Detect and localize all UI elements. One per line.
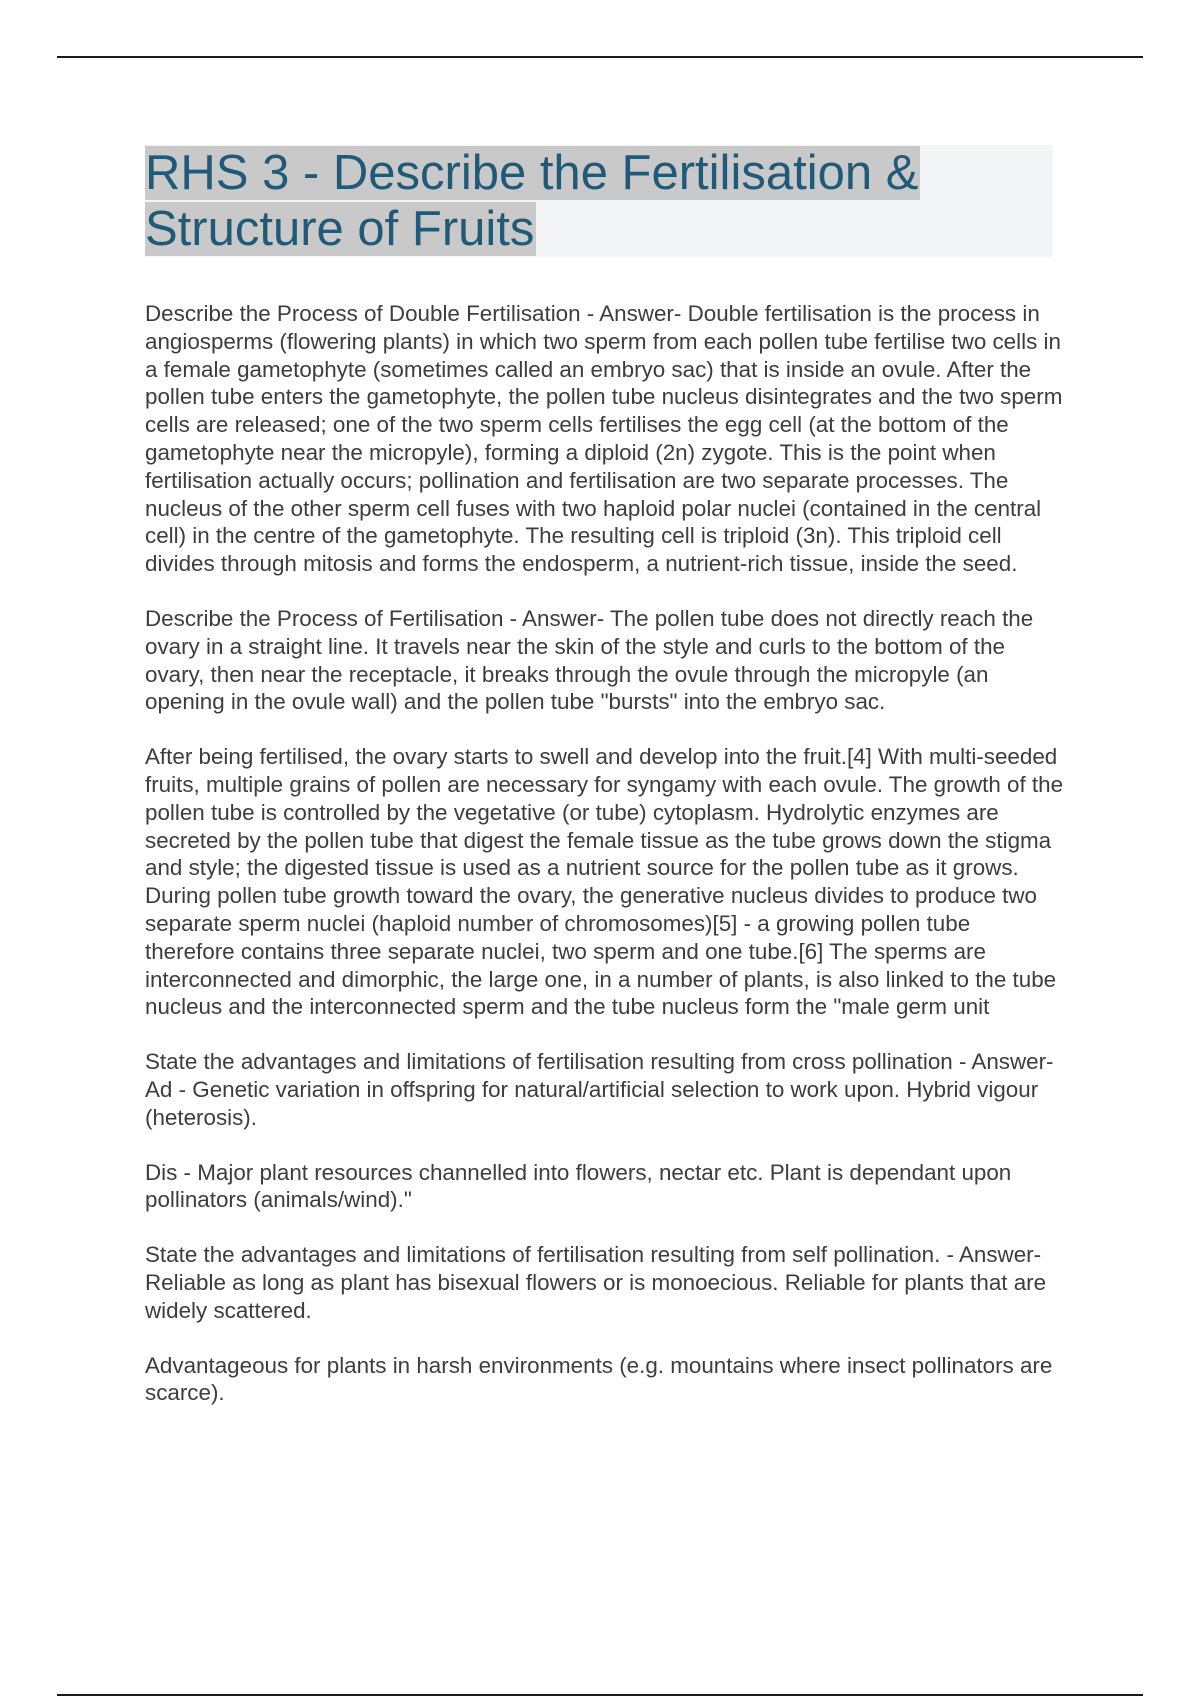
paragraph-self-pollination-advantage: Advantageous for plants in harsh environments (e.g. mountains where insect pollinators are scarce). [145,1352,1053,1406]
title-line-1: RHS 3 - Describe the Fertilisation & [145,146,919,200]
paragraph-fertilisation-process: Describe the Process of Fertilisation - Answer- The pollen tube does not directly reach the ovary in a straight line. It travels near the skin of the style and curls to the bottom of the ovary, then near the receptacle, it breaks through the ovule through the micropyle (an opening in the ovule wall) and the pollen tube "bursts" into the embryo sac. [145,605,1034,715]
page-title [145,145,1053,257]
paragraph-double-fertilisation: Describe the Process of Double Fertilisation - Answer- Double fertilisation is the process in angiosperms (flowering plants) in which two sperm from each pollen tube fertilise two cells in a female gametophyte (sometimes called an embryo sac) that is inside an ovule. After the pollen tube enters the gametophyte, the pollen tube nucleus disintegrates and the two sperm cells are released; one of the two sperm cells fertilises the egg cell (at the bottom of the gametophyte near the micropyle), forming a diploid (2n) zygote. This is the point when fertilisation actually occurs; pollination and fertilisation are two separate processes. The nucleus of the other sperm cell fuses with two haploid polar nuclei (contained in the central cell) in the centre of the gametophyte. The resulting cell is triploid (3n). This triploid cell divides through mitosis and forms the endosperm, a nutrient-rich tissue, inside the seed. [145,301,1063,577]
document-body [145,300,1065,1434]
title-box [145,145,1053,257]
paragraph-after-fertilisation: After being fertilised, the ovary starts to swell and develop into the fruit.[4] With multi-seeded fruits, multiple grains of pollen are necessary for syngamy with each ovule. The growth of the pollen tube is controlled by the vegetative (or tube) cytoplasm. Hydrolytic enzymes are secreted by the pollen tube that digest the female tissue as the tube grows down the stigma and style; the digested tissue is used as a nutrient source for the pollen tube as it grows. During pollen tube growth toward the ovary, the generative nucleus divides to produce two separate sperm nuclei (haploid number of chromosomes)[5] - a growing pollen tube therefore contains three separate nuclei, two sperm and one tube.[6] The sperms are interconnected and dimorphic, the large one, in a number of plants, is also linked to the tube nucleus and the interconnected sperm and the tube nucleus form the "male germ unit [145,744,1064,1020]
title-line-2: Structure of Fruits [145,202,535,256]
paragraph-self-pollination: State the advantages and limitations of fertilisation resulting from self pollination. - Answer- Reliable as long as plant has bisexual flowers or is monoecious. Reliable for plants that are widely scattered. [145,1242,1047,1323]
paragraph-cross-pollination-disadvantages: Dis - Major plant resources channelled into flowers, nectar etc. Plant is dependant upon pollinators (animals/wind)." [145,1159,1012,1213]
top-rule [57,56,1143,58]
paragraph-cross-pollination: State the advantages and limitations of fertilisation resulting from cross pollination - Answer- Ad - Genetic variation in offspring for natural/artificial selection to work upon. Hybrid vigour (heterosis). [145,1049,1054,1130]
bottom-rule [57,1694,1143,1696]
